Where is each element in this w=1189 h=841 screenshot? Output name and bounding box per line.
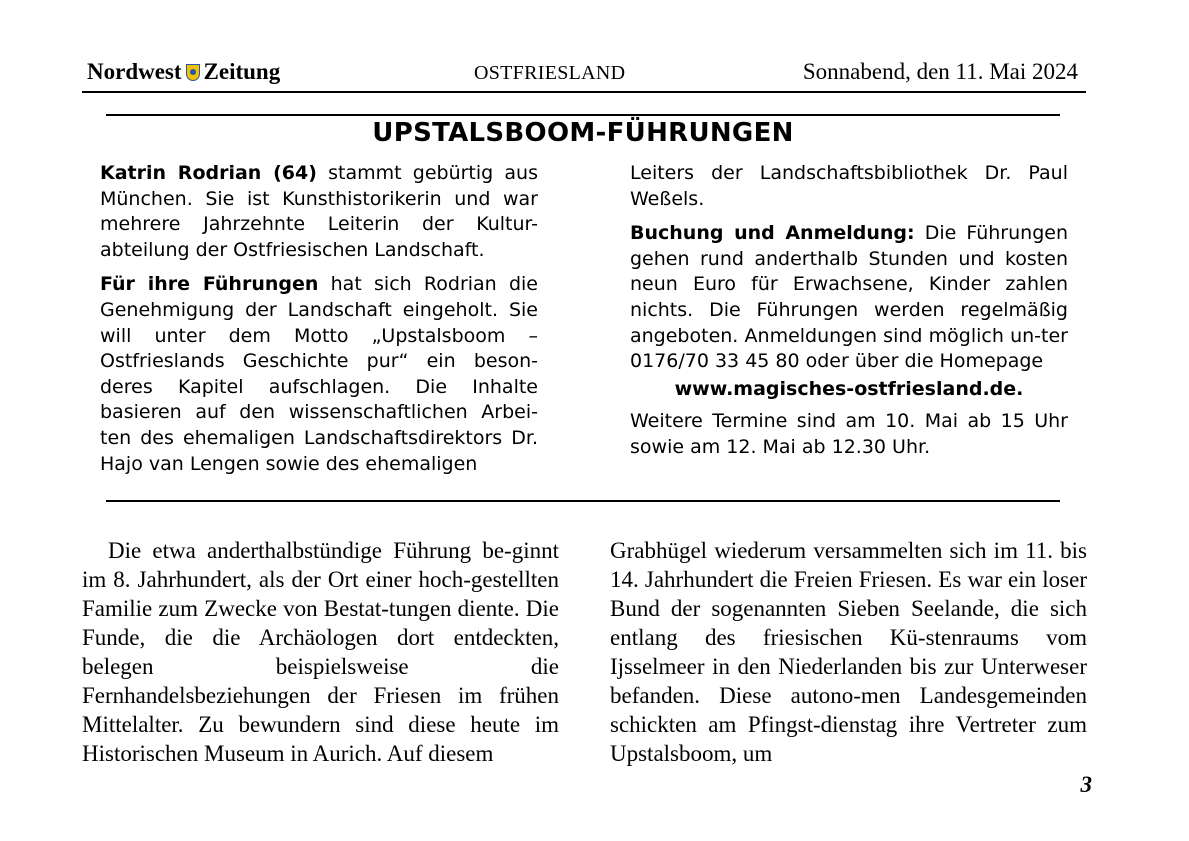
coat-of-arms-icon xyxy=(186,64,200,81)
box-column-left xyxy=(100,161,538,486)
box-paragraph xyxy=(630,221,1068,375)
box-paragraph xyxy=(630,409,1068,460)
box-text: Weitere Termine sind am 10. Mai ab 15 Uhr sowie am 12. Mai ab 12.30 Uhr. xyxy=(630,410,1068,458)
article-paragraph: Die etwa anderthalbstündige Führung be-ginnt im 8. Jahrhundert, als der Ort einer hoch-gestellten Familie zum Zwecke von Bestat-tungen diente. Die Funde, die die Archäologen dort entdeckten, belegen beispielsweise die Fernhandelsbeziehungen der Friesen im frühen Mittelalter. Zu bewundern sind diese heute im Historischen Museum in Aurich. Auf diesem xyxy=(82,538,559,766)
issue-date: Sonnabend, den 11. Mai 2024 xyxy=(802,59,1078,84)
box-paragraph xyxy=(630,161,1068,212)
box-lead: Katrin Rodrian (64) xyxy=(100,162,317,184)
box-lead: Buchung und Anmeldung: xyxy=(630,222,915,245)
article-column-left xyxy=(82,536,559,768)
article-column-right xyxy=(610,536,1087,768)
article-paragraph: Grabhügel wiederum versammelten sich im 11. bis 14. Jahrhundert die Freien Friesen. Es war ein loser Bund der sogenannten Sieben Seelande, die sich entlang des friesischen Kü-stenraums vom Ijsselmeer in den Niederlanden bis zur Unterweser befanden. Diese autono-men Landesgemeinden schickten am Pfingst-dienstag ihre Vertreter zum Upstalsboom, um xyxy=(610,538,1087,766)
box-top-rule xyxy=(106,114,1060,116)
box-paragraph xyxy=(100,161,538,263)
section-label: OSTFRIESLAND xyxy=(474,62,626,84)
logo-word-right: Zeitung xyxy=(203,59,281,84)
box-text: stammt gebürtig aus München. Sie ist Kunsthistorikerin und war mehrere Jahrzehnte Leiterin der Kultur-abteilung der Ostfriesischen Landschaft. xyxy=(100,162,538,261)
box-bottom-rule xyxy=(106,500,1060,502)
newspaper-logo xyxy=(87,59,280,85)
page-number: 3 xyxy=(1080,772,1092,797)
box-column-right xyxy=(630,161,1068,470)
homepage-link[interactable]: www.magisches-ostfriesland.de. xyxy=(674,377,1024,400)
box-paragraph xyxy=(100,272,538,477)
header-divider xyxy=(82,91,1086,93)
box-text: hat sich Rodrian die Genehmigung der Landschaft eingeholt. Sie will unter dem Motto „Upstalsboom – Ostfrieslands Geschichte pur“ ein beson-deres Kapitel aufschlagen. Die Inhalte basieren auf den wissenschaftlichen Arbei-ten des ehemaligen Landschaftsdirektors Dr. Hajo van Lengen sowie des ehemaligen xyxy=(100,273,538,475)
masthead xyxy=(82,56,1086,92)
box-text: Die Führungen gehen rund anderthalb Stunden und kosten neun Euro für Erwachsene, Kinder zahlen nichts. Die Führungen werden regelmäßig angeboten. Anmeldungen sind möglich un-ter 0176/70 33 45 80 oder über die Homepage xyxy=(630,222,1068,373)
box-lead: Für ihre Führungen xyxy=(100,273,319,296)
box-title: UPSTALSBOOM-FÜHRUNGEN xyxy=(372,118,794,148)
logo-word-left: Nordwest xyxy=(87,59,182,84)
box-text: Leiters der Landschaftsbibliothek Dr. Paul Weßels. xyxy=(630,162,1068,210)
